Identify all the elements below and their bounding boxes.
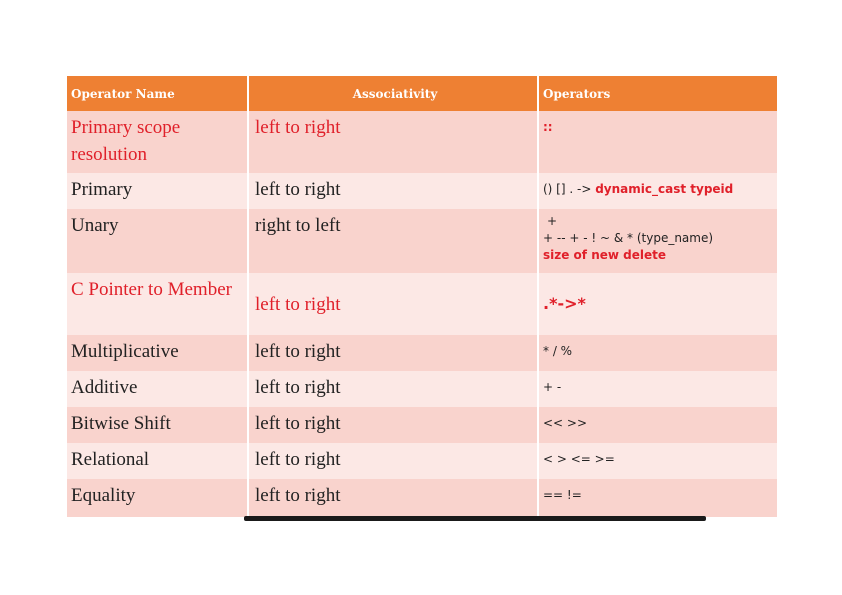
operators-cell: [538, 479, 777, 517]
operators-cell: [538, 371, 777, 407]
operator-name-cell: Unary: [67, 209, 248, 273]
operators-text: .*->*: [543, 293, 586, 313]
operators-text: () [] . ->: [543, 182, 592, 196]
operators-text: * / %: [543, 344, 573, 358]
operators-text: ::: [543, 120, 553, 134]
operators-text: == !=: [543, 488, 582, 502]
associativity-cell: left to right: [248, 479, 538, 517]
operators-cell: [538, 209, 777, 273]
operator-name-cell: Primary scope resolution: [67, 111, 248, 173]
operators-cell: [538, 273, 777, 335]
operator-name-cell: Multiplicative: [67, 335, 248, 371]
associativity-cell: left to right: [248, 111, 538, 173]
operators-cell: [538, 407, 777, 443]
table-row: [67, 371, 777, 407]
table-row: [67, 443, 777, 479]
operators-cell: [538, 443, 777, 479]
table-row: [67, 407, 777, 443]
operator-name-cell: C Pointer to Member: [67, 273, 248, 335]
operator-name-cell: Relational: [67, 443, 248, 479]
associativity-cell: left to right: [248, 371, 538, 407]
header-associativity: Associativity: [248, 76, 538, 111]
operators-text: << >>: [543, 416, 588, 430]
operator-name-cell: Primary: [67, 173, 248, 209]
table-row: [67, 209, 777, 273]
table-row: [67, 273, 777, 335]
associativity-cell: right to left: [248, 209, 538, 273]
operator-name-cell: Bitwise Shift: [67, 407, 248, 443]
associativity-cell: left to right: [248, 443, 538, 479]
associativity-cell: left to right: [248, 173, 538, 209]
operators-text: + -- + - ! ~ & * (type_name): [543, 231, 714, 245]
operator-name-cell: Additive: [67, 371, 248, 407]
operators-text: < > <= >=: [543, 452, 615, 466]
operators-cell: [538, 111, 777, 173]
operators-text: + -: [543, 380, 562, 394]
table-row: [67, 335, 777, 371]
table-header-row: [67, 76, 777, 111]
associativity-cell: left to right: [248, 273, 538, 335]
header-operators: Operators: [538, 76, 777, 111]
operators-cell: [538, 335, 777, 371]
table-row: [67, 173, 777, 209]
operators-text: +: [547, 214, 558, 228]
operator-precedence-table: [67, 76, 777, 517]
operators-text: size of new delete: [543, 248, 666, 262]
header-operator-name: Operator Name: [67, 76, 248, 111]
operators-text: dynamic_cast typeid: [595, 182, 734, 196]
table-row: [67, 479, 777, 517]
associativity-cell: left to right: [248, 335, 538, 371]
bottom-bar: [244, 516, 706, 521]
operators-cell: [538, 173, 777, 209]
table-row: [67, 111, 777, 173]
operator-name-cell: Equality: [67, 479, 248, 517]
associativity-cell: left to right: [248, 407, 538, 443]
